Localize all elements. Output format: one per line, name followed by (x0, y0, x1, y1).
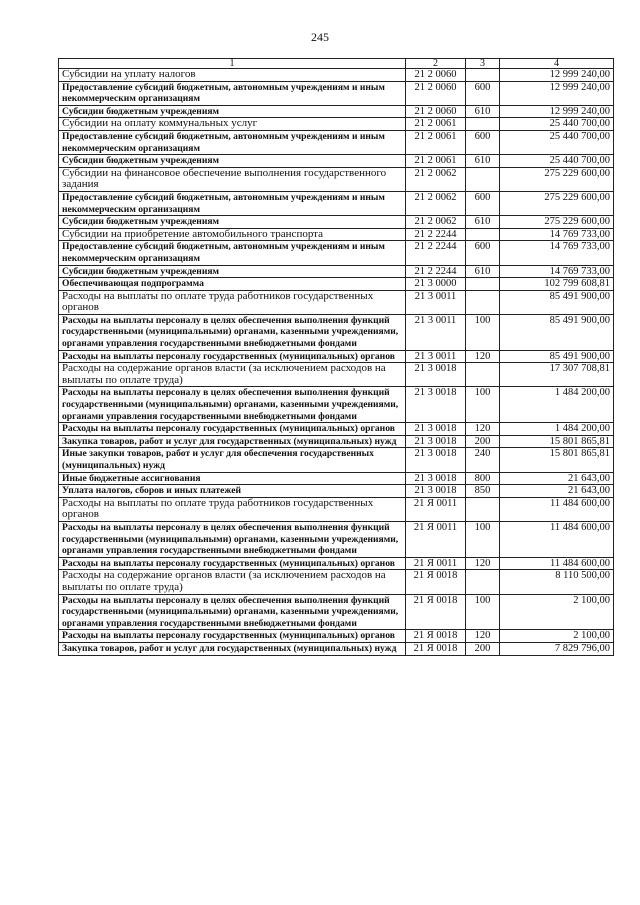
table-row (59, 191, 614, 215)
cell-amount: 21 643,00 (500, 472, 614, 485)
cell-code: 21 3 0011 (406, 290, 466, 314)
table-row (59, 278, 614, 291)
cell-type (466, 167, 500, 191)
cell-code: 21 3 0011 (406, 314, 466, 350)
cell-code: 21 2 0062 (406, 167, 466, 191)
header-col-3: 3 (466, 59, 500, 69)
cell-code: 21 3 0011 (406, 350, 466, 363)
cell-code: 21 Я 0011 (406, 497, 466, 521)
cell-name: Расходы на содержание органов власти (за исключением расходов на выплаты по оплате труда) (59, 570, 406, 594)
cell-type: 610 (466, 265, 500, 278)
cell-amount: 2 100,00 (500, 594, 614, 630)
cell-amount: 2 100,00 (500, 630, 614, 643)
cell-name: Субсидии на финансовое обеспечение выполнения государственного задания (59, 167, 406, 191)
cell-name: Расходы на выплаты персоналу в целях обеспечения выполнения функций государственными (муниципальными) органами, казенными учреждениями, органами управления государственными внебюджетными фондами (59, 521, 406, 557)
cell-name: Расходы на выплаты персоналу в целях обеспечения выполнения функций государственными (муниципальными) органами, казенными учреждениями, органами управления государственными внебюджетными фондами (59, 387, 406, 423)
cell-amount: 12 999 240,00 (500, 105, 614, 118)
table-row (59, 594, 614, 630)
table-row (59, 155, 614, 168)
cell-type (466, 69, 500, 82)
cell-name: Предоставление субсидий бюджетным, автономным учреждениям и иным некоммерческим организациям (59, 241, 406, 265)
cell-amount: 14 769 733,00 (500, 241, 614, 265)
cell-amount: 275 229 600,00 (500, 191, 614, 215)
cell-type: 100 (466, 387, 500, 423)
cell-name: Расходы на выплаты персоналу государственных (муниципальных) органов (59, 557, 406, 570)
cell-code: 21 3 0018 (406, 423, 466, 436)
table-row (59, 387, 614, 423)
table-row (59, 630, 614, 643)
cell-amount: 102 799 608,81 (500, 278, 614, 291)
cell-name: Субсидии на уплату налогов (59, 69, 406, 82)
table-row (59, 350, 614, 363)
table-row (59, 472, 614, 485)
cell-code: 21 Я 0011 (406, 557, 466, 570)
cell-code: 21 2 0060 (406, 69, 466, 82)
cell-code: 21 Я 0018 (406, 594, 466, 630)
cell-code: 21 2 0060 (406, 105, 466, 118)
table-body (59, 69, 614, 656)
cell-type: 120 (466, 630, 500, 643)
cell-name: Расходы на выплаты персоналу государственных (муниципальных) органов (59, 630, 406, 643)
cell-name: Закупка товаров, работ и услуг для государственных (муниципальных) нужд (59, 435, 406, 448)
table-row (59, 130, 614, 154)
cell-type: 600 (466, 130, 500, 154)
cell-code: 21 Я 0011 (406, 521, 466, 557)
cell-amount: 7 829 796,00 (500, 642, 614, 655)
cell-code: 21 Я 0018 (406, 630, 466, 643)
cell-type (466, 228, 500, 241)
cell-name: Субсидии бюджетным учреждениям (59, 105, 406, 118)
table-header (59, 59, 614, 69)
cell-code: 21 2 0062 (406, 216, 466, 229)
cell-amount: 25 440 700,00 (500, 155, 614, 168)
cell-type: 610 (466, 216, 500, 229)
cell-code: 21 3 0018 (406, 448, 466, 472)
table-row (59, 118, 614, 131)
cell-code: 21 2 2244 (406, 265, 466, 278)
cell-name: Предоставление субсидий бюджетным, автономным учреждениям и иным некоммерческим организациям (59, 191, 406, 215)
table-row (59, 167, 614, 191)
table-row (59, 521, 614, 557)
cell-amount: 275 229 600,00 (500, 167, 614, 191)
cell-name: Иные бюджетные ассигнования (59, 472, 406, 485)
cell-type (466, 278, 500, 291)
cell-amount: 11 484 600,00 (500, 497, 614, 521)
cell-type: 850 (466, 485, 500, 498)
cell-code: 21 2 2244 (406, 241, 466, 265)
cell-name: Расходы на выплаты персоналу государственных (муниципальных) органов (59, 423, 406, 436)
cell-type (466, 497, 500, 521)
cell-code: 21 2 0062 (406, 191, 466, 215)
cell-name: Обеспечивающая подпрограмма (59, 278, 406, 291)
cell-amount: 11 484 600,00 (500, 521, 614, 557)
cell-amount: 1 484 200,00 (500, 387, 614, 423)
table-row (59, 105, 614, 118)
cell-amount: 1 484 200,00 (500, 423, 614, 436)
cell-type: 800 (466, 472, 500, 485)
cell-name: Расходы на выплаты персоналу в целях обеспечения выполнения функций государственными (муниципальными) органами, казенными учреждениями, органами управления государственными внебюджетными фондами (59, 594, 406, 630)
table-row (59, 557, 614, 570)
cell-name: Субсидии бюджетным учреждениям (59, 216, 406, 229)
cell-amount: 11 484 600,00 (500, 557, 614, 570)
cell-code: 21 3 0018 (406, 485, 466, 498)
cell-type: 100 (466, 521, 500, 557)
cell-amount: 85 491 900,00 (500, 314, 614, 350)
cell-code: 21 3 0018 (406, 472, 466, 485)
cell-type: 200 (466, 642, 500, 655)
table-row (59, 290, 614, 314)
cell-amount: 12 999 240,00 (500, 69, 614, 82)
table-row (59, 485, 614, 498)
cell-type: 120 (466, 350, 500, 363)
header-col-1: 1 (59, 59, 406, 69)
cell-type: 120 (466, 423, 500, 436)
table-row (59, 423, 614, 436)
cell-name: Закупка товаров, работ и услуг для государственных (муниципальных) нужд (59, 642, 406, 655)
cell-amount: 85 491 900,00 (500, 290, 614, 314)
cell-name: Предоставление субсидий бюджетным, автономным учреждениям и иным некоммерческим организациям (59, 130, 406, 154)
cell-type: 610 (466, 105, 500, 118)
cell-name: Иные закупки товаров, работ и услуг для обеспечения государственных (муниципальных) нужд (59, 448, 406, 472)
cell-amount: 275 229 600,00 (500, 216, 614, 229)
cell-amount: 85 491 900,00 (500, 350, 614, 363)
cell-code: 21 2 2244 (406, 228, 466, 241)
cell-name: Субсидии на оплату коммунальных услуг (59, 118, 406, 131)
cell-type (466, 570, 500, 594)
table-row (59, 570, 614, 594)
table-row (59, 216, 614, 229)
cell-type: 600 (466, 241, 500, 265)
header-col-2: 2 (406, 59, 466, 69)
table-row (59, 81, 614, 105)
cell-name: Расходы на выплаты персоналу в целях обеспечения выполнения функций государственными (муниципальными) органами, казенными учреждениями, органами управления государственными внебюджетными фондами (59, 314, 406, 350)
cell-name: Уплата налогов, сборов и иных платежей (59, 485, 406, 498)
cell-type: 100 (466, 314, 500, 350)
cell-name: Расходы на выплаты персоналу государственных (муниципальных) органов (59, 350, 406, 363)
cell-type: 240 (466, 448, 500, 472)
cell-amount: 21 643,00 (500, 485, 614, 498)
table-row (59, 228, 614, 241)
cell-amount: 15 801 865,81 (500, 435, 614, 448)
cell-code: 21 2 0061 (406, 155, 466, 168)
cell-amount: 8 110 500,00 (500, 570, 614, 594)
cell-code: 21 3 0018 (406, 435, 466, 448)
budget-table (58, 58, 614, 656)
table-row (59, 363, 614, 387)
cell-code: 21 3 0018 (406, 387, 466, 423)
cell-name: Расходы на содержание органов власти (за исключением расходов на выплаты по оплате труда) (59, 363, 406, 387)
cell-amount: 12 999 240,00 (500, 81, 614, 105)
cell-amount: 25 440 700,00 (500, 118, 614, 131)
table-row (59, 314, 614, 350)
cell-name: Предоставление субсидий бюджетным, автономным учреждениям и иным некоммерческим организациям (59, 81, 406, 105)
cell-amount: 15 801 865,81 (500, 448, 614, 472)
table-row (59, 241, 614, 265)
table-row (59, 69, 614, 82)
cell-amount: 25 440 700,00 (500, 130, 614, 154)
cell-code: 21 2 0060 (406, 81, 466, 105)
cell-name: Субсидии на приобретение автомобильного транспорта (59, 228, 406, 241)
page-number: 245 (311, 30, 329, 44)
cell-type (466, 118, 500, 131)
table-row (59, 497, 614, 521)
cell-type: 600 (466, 81, 500, 105)
table-row (59, 448, 614, 472)
cell-type: 200 (466, 435, 500, 448)
cell-type: 600 (466, 191, 500, 215)
cell-type (466, 363, 500, 387)
cell-amount: 14 769 733,00 (500, 228, 614, 241)
cell-name: Субсидии бюджетным учреждениям (59, 265, 406, 278)
cell-name: Расходы на выплаты по оплате труда работников государственных органов (59, 290, 406, 314)
cell-name: Субсидии бюджетным учреждениям (59, 155, 406, 168)
cell-type: 120 (466, 557, 500, 570)
table-row (59, 265, 614, 278)
cell-code: 21 3 0018 (406, 363, 466, 387)
cell-code: 21 Я 0018 (406, 642, 466, 655)
cell-amount: 17 307 708,81 (500, 363, 614, 387)
cell-amount: 14 769 733,00 (500, 265, 614, 278)
cell-code: 21 3 0000 (406, 278, 466, 291)
cell-type: 610 (466, 155, 500, 168)
cell-code: 21 2 0061 (406, 118, 466, 131)
cell-type (466, 290, 500, 314)
header-col-4: 4 (500, 59, 614, 69)
table-row (59, 435, 614, 448)
cell-name: Расходы на выплаты по оплате труда работников государственных органов (59, 497, 406, 521)
cell-code: 21 Я 0018 (406, 570, 466, 594)
table-row (59, 642, 614, 655)
cell-type: 100 (466, 594, 500, 630)
cell-code: 21 2 0061 (406, 130, 466, 154)
